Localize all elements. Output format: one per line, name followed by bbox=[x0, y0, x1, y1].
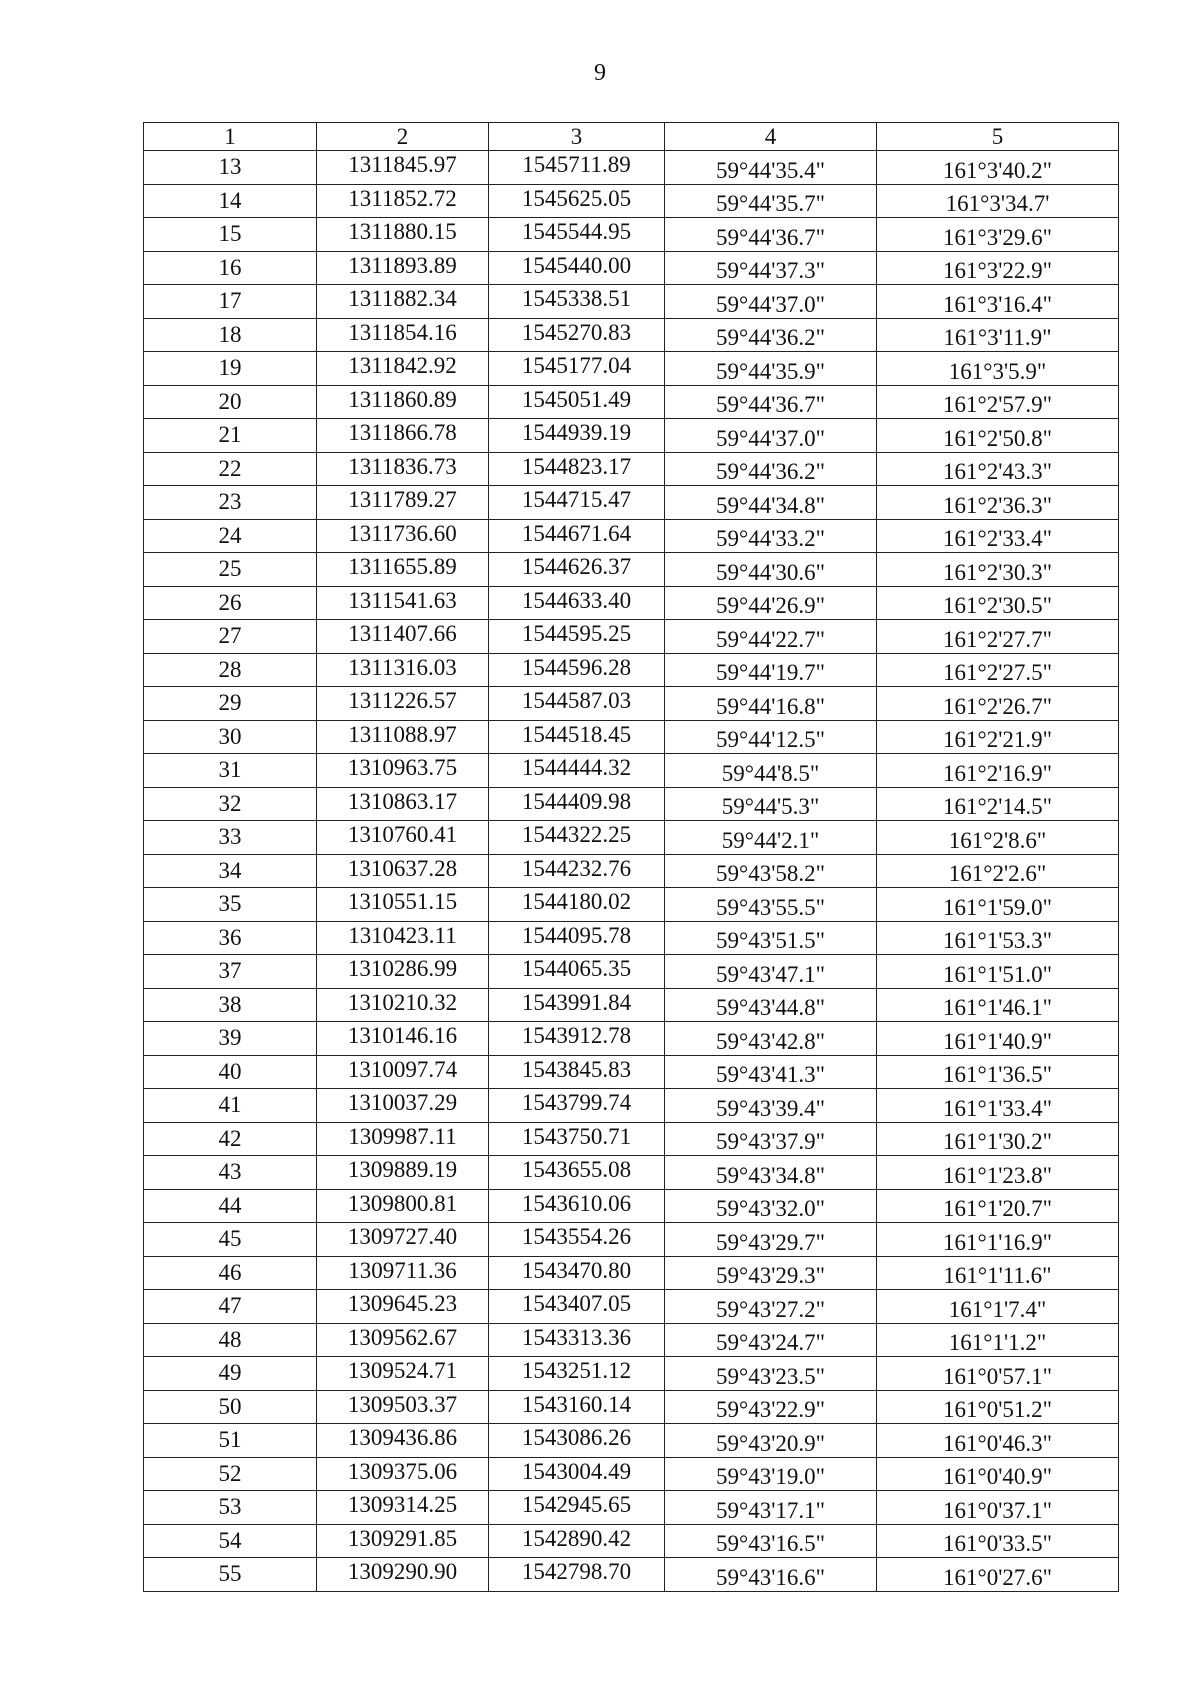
x-coordinate-cell: 1310551.15 bbox=[317, 888, 489, 922]
table-row bbox=[144, 1323, 1119, 1357]
x-coordinate-cell: 1310637.28 bbox=[317, 854, 489, 888]
table-row bbox=[144, 1122, 1119, 1156]
longitude-cell: 161°1'46.1" bbox=[877, 988, 1119, 1022]
longitude-cell: 161°1'11.6" bbox=[877, 1256, 1119, 1290]
x-coordinate-cell: 1309711.36 bbox=[317, 1256, 489, 1290]
point-number-cell: 24 bbox=[144, 519, 317, 553]
point-number-cell: 49 bbox=[144, 1357, 317, 1391]
x-coordinate-cell: 1310097.74 bbox=[317, 1055, 489, 1089]
table-row bbox=[144, 1189, 1119, 1223]
longitude-cell: 161°0'40.9" bbox=[877, 1457, 1119, 1491]
latitude-cell: 59°44'37.3" bbox=[665, 251, 877, 285]
x-coordinate-cell: 1311316.03 bbox=[317, 653, 489, 687]
point-number-cell: 15 bbox=[144, 218, 317, 252]
latitude-cell: 59°43'17.1" bbox=[665, 1491, 877, 1525]
latitude-cell: 59°43'37.9" bbox=[665, 1122, 877, 1156]
point-number-cell: 37 bbox=[144, 955, 317, 989]
longitude-cell: 161°1'16.9" bbox=[877, 1223, 1119, 1257]
y-coordinate-cell: 1543991.84 bbox=[489, 988, 665, 1022]
table-row bbox=[144, 1491, 1119, 1525]
latitude-cell: 59°44'35.9" bbox=[665, 352, 877, 386]
longitude-cell: 161°2'21.9" bbox=[877, 720, 1119, 754]
longitude-cell: 161°2'26.7" bbox=[877, 687, 1119, 721]
y-coordinate-cell: 1544322.25 bbox=[489, 821, 665, 855]
table-row bbox=[144, 1256, 1119, 1290]
longitude-cell: 161°3'40.2" bbox=[877, 151, 1119, 185]
table-row bbox=[144, 787, 1119, 821]
point-number-cell: 46 bbox=[144, 1256, 317, 1290]
longitude-cell: 161°3'34.7' bbox=[877, 184, 1119, 218]
point-number-cell: 43 bbox=[144, 1156, 317, 1190]
coordinates-table bbox=[143, 122, 1119, 1592]
table-header bbox=[144, 123, 1119, 151]
table-row bbox=[144, 1223, 1119, 1257]
x-coordinate-cell: 1309290.90 bbox=[317, 1558, 489, 1592]
y-coordinate-cell: 1545544.95 bbox=[489, 218, 665, 252]
latitude-cell: 59°43'23.5" bbox=[665, 1357, 877, 1391]
longitude-cell: 161°1'51.0" bbox=[877, 955, 1119, 989]
latitude-cell: 59°43'22.9" bbox=[665, 1390, 877, 1424]
x-coordinate-cell: 1311845.97 bbox=[317, 151, 489, 185]
y-coordinate-cell: 1545177.04 bbox=[489, 352, 665, 386]
x-coordinate-cell: 1311880.15 bbox=[317, 218, 489, 252]
x-coordinate-cell: 1309645.23 bbox=[317, 1290, 489, 1324]
longitude-cell: 161°2'2.6" bbox=[877, 854, 1119, 888]
table-body bbox=[144, 151, 1119, 1592]
longitude-cell: 161°3'11.9" bbox=[877, 318, 1119, 352]
y-coordinate-cell: 1543750.71 bbox=[489, 1122, 665, 1156]
y-coordinate-cell: 1543251.12 bbox=[489, 1357, 665, 1391]
point-number-cell: 42 bbox=[144, 1122, 317, 1156]
longitude-cell: 161°1'20.7" bbox=[877, 1189, 1119, 1223]
longitude-cell: 161°0'57.1" bbox=[877, 1357, 1119, 1391]
point-number-cell: 41 bbox=[144, 1089, 317, 1123]
y-coordinate-cell: 1544596.28 bbox=[489, 653, 665, 687]
table-row bbox=[144, 553, 1119, 587]
table-row bbox=[144, 1457, 1119, 1491]
table-row bbox=[144, 452, 1119, 486]
latitude-cell: 59°43'51.5" bbox=[665, 921, 877, 955]
table-row bbox=[144, 1022, 1119, 1056]
latitude-cell: 59°43'42.8" bbox=[665, 1022, 877, 1056]
latitude-cell: 59°43'44.8" bbox=[665, 988, 877, 1022]
x-coordinate-cell: 1311407.66 bbox=[317, 620, 489, 654]
longitude-cell: 161°0'46.3" bbox=[877, 1424, 1119, 1458]
x-coordinate-cell: 1309800.81 bbox=[317, 1189, 489, 1223]
latitude-cell: 59°44'22.7" bbox=[665, 620, 877, 654]
longitude-cell: 161°3'22.9" bbox=[877, 251, 1119, 285]
point-number-cell: 19 bbox=[144, 352, 317, 386]
x-coordinate-cell: 1311852.72 bbox=[317, 184, 489, 218]
y-coordinate-cell: 1543655.08 bbox=[489, 1156, 665, 1190]
longitude-cell: 161°1'1.2" bbox=[877, 1323, 1119, 1357]
latitude-cell: 59°43'20.9" bbox=[665, 1424, 877, 1458]
x-coordinate-cell: 1311736.60 bbox=[317, 519, 489, 553]
table-row bbox=[144, 1089, 1119, 1123]
x-coordinate-cell: 1310760.41 bbox=[317, 821, 489, 855]
column-header-3: 3 bbox=[489, 123, 665, 151]
table-row bbox=[144, 352, 1119, 386]
x-coordinate-cell: 1309889.19 bbox=[317, 1156, 489, 1190]
table-row bbox=[144, 653, 1119, 687]
y-coordinate-cell: 1544095.78 bbox=[489, 921, 665, 955]
table-row bbox=[144, 988, 1119, 1022]
latitude-cell: 59°43'24.7" bbox=[665, 1323, 877, 1357]
y-coordinate-cell: 1543554.26 bbox=[489, 1223, 665, 1257]
point-number-cell: 53 bbox=[144, 1491, 317, 1525]
column-header-5: 5 bbox=[877, 123, 1119, 151]
table-row bbox=[144, 1390, 1119, 1424]
point-number-cell: 30 bbox=[144, 720, 317, 754]
point-number-cell: 14 bbox=[144, 184, 317, 218]
latitude-cell: 59°44'5.3" bbox=[665, 787, 877, 821]
longitude-cell: 161°2'27.7" bbox=[877, 620, 1119, 654]
table-row bbox=[144, 385, 1119, 419]
longitude-cell: 161°2'16.9" bbox=[877, 754, 1119, 788]
table-row bbox=[144, 888, 1119, 922]
x-coordinate-cell: 1309436.86 bbox=[317, 1424, 489, 1458]
point-number-cell: 17 bbox=[144, 285, 317, 319]
point-number-cell: 55 bbox=[144, 1558, 317, 1592]
y-coordinate-cell: 1543313.36 bbox=[489, 1323, 665, 1357]
y-coordinate-cell: 1544518.45 bbox=[489, 720, 665, 754]
x-coordinate-cell: 1309562.67 bbox=[317, 1323, 489, 1357]
longitude-cell: 161°3'29.6" bbox=[877, 218, 1119, 252]
y-coordinate-cell: 1544823.17 bbox=[489, 452, 665, 486]
y-coordinate-cell: 1543160.14 bbox=[489, 1390, 665, 1424]
longitude-cell: 161°1'7.4" bbox=[877, 1290, 1119, 1324]
latitude-cell: 59°44'26.9" bbox=[665, 586, 877, 620]
y-coordinate-cell: 1543004.49 bbox=[489, 1457, 665, 1491]
x-coordinate-cell: 1311860.89 bbox=[317, 385, 489, 419]
longitude-cell: 161°0'33.5" bbox=[877, 1524, 1119, 1558]
longitude-cell: 161°1'23.8" bbox=[877, 1156, 1119, 1190]
x-coordinate-cell: 1310863.17 bbox=[317, 787, 489, 821]
y-coordinate-cell: 1543845.83 bbox=[489, 1055, 665, 1089]
latitude-cell: 59°43'55.5" bbox=[665, 888, 877, 922]
table-row bbox=[144, 151, 1119, 185]
table-row bbox=[144, 519, 1119, 553]
longitude-cell: 161°1'30.2" bbox=[877, 1122, 1119, 1156]
table-row bbox=[144, 1357, 1119, 1391]
latitude-cell: 59°44'16.8" bbox=[665, 687, 877, 721]
latitude-cell: 59°43'58.2" bbox=[665, 854, 877, 888]
longitude-cell: 161°2'27.5" bbox=[877, 653, 1119, 687]
point-number-cell: 22 bbox=[144, 452, 317, 486]
point-number-cell: 51 bbox=[144, 1424, 317, 1458]
longitude-cell: 161°0'51.2" bbox=[877, 1390, 1119, 1424]
point-number-cell: 40 bbox=[144, 1055, 317, 1089]
table-row bbox=[144, 854, 1119, 888]
y-coordinate-cell: 1544671.64 bbox=[489, 519, 665, 553]
x-coordinate-cell: 1309503.37 bbox=[317, 1390, 489, 1424]
point-number-cell: 48 bbox=[144, 1323, 317, 1357]
y-coordinate-cell: 1545270.83 bbox=[489, 318, 665, 352]
y-coordinate-cell: 1543407.05 bbox=[489, 1290, 665, 1324]
table-row bbox=[144, 921, 1119, 955]
x-coordinate-cell: 1311226.57 bbox=[317, 687, 489, 721]
x-coordinate-cell: 1310423.11 bbox=[317, 921, 489, 955]
table-row bbox=[144, 251, 1119, 285]
latitude-cell: 59°43'32.0" bbox=[665, 1189, 877, 1223]
latitude-cell: 59°43'29.7" bbox=[665, 1223, 877, 1257]
point-number-cell: 23 bbox=[144, 486, 317, 520]
point-number-cell: 50 bbox=[144, 1390, 317, 1424]
point-number-cell: 38 bbox=[144, 988, 317, 1022]
table-row bbox=[144, 318, 1119, 352]
y-coordinate-cell: 1544939.19 bbox=[489, 419, 665, 453]
x-coordinate-cell: 1311789.27 bbox=[317, 486, 489, 520]
table-row bbox=[144, 687, 1119, 721]
point-number-cell: 27 bbox=[144, 620, 317, 654]
y-coordinate-cell: 1545625.05 bbox=[489, 184, 665, 218]
latitude-cell: 59°43'34.8" bbox=[665, 1156, 877, 1190]
x-coordinate-cell: 1309727.40 bbox=[317, 1223, 489, 1257]
longitude-cell: 161°2'33.4" bbox=[877, 519, 1119, 553]
longitude-cell: 161°3'5.9" bbox=[877, 352, 1119, 386]
y-coordinate-cell: 1542890.42 bbox=[489, 1524, 665, 1558]
latitude-cell: 59°44'35.4" bbox=[665, 151, 877, 185]
table-row bbox=[144, 218, 1119, 252]
table-row bbox=[144, 1424, 1119, 1458]
longitude-cell: 161°2'14.5" bbox=[877, 787, 1119, 821]
y-coordinate-cell: 1544626.37 bbox=[489, 553, 665, 587]
table-row bbox=[144, 586, 1119, 620]
x-coordinate-cell: 1311541.63 bbox=[317, 586, 489, 620]
x-coordinate-cell: 1311836.73 bbox=[317, 452, 489, 486]
x-coordinate-cell: 1309375.06 bbox=[317, 1457, 489, 1491]
y-coordinate-cell: 1542945.65 bbox=[489, 1491, 665, 1525]
latitude-cell: 59°44'33.2" bbox=[665, 519, 877, 553]
latitude-cell: 59°43'47.1" bbox=[665, 955, 877, 989]
table-row bbox=[144, 1055, 1119, 1089]
point-number-cell: 45 bbox=[144, 1223, 317, 1257]
table-row bbox=[144, 184, 1119, 218]
x-coordinate-cell: 1311842.92 bbox=[317, 352, 489, 386]
longitude-cell: 161°1'33.4" bbox=[877, 1089, 1119, 1123]
y-coordinate-cell: 1543610.06 bbox=[489, 1189, 665, 1223]
y-coordinate-cell: 1542798.70 bbox=[489, 1558, 665, 1592]
column-header-2: 2 bbox=[317, 123, 489, 151]
x-coordinate-cell: 1309524.71 bbox=[317, 1357, 489, 1391]
y-coordinate-cell: 1544595.25 bbox=[489, 620, 665, 654]
y-coordinate-cell: 1544065.35 bbox=[489, 955, 665, 989]
latitude-cell: 59°44'30.6" bbox=[665, 553, 877, 587]
longitude-cell: 161°2'30.3" bbox=[877, 553, 1119, 587]
latitude-cell: 59°44'36.7" bbox=[665, 218, 877, 252]
longitude-cell: 161°1'59.0" bbox=[877, 888, 1119, 922]
longitude-cell: 161°1'53.3" bbox=[877, 921, 1119, 955]
table-row bbox=[144, 1156, 1119, 1190]
y-coordinate-cell: 1543912.78 bbox=[489, 1022, 665, 1056]
latitude-cell: 59°43'19.0" bbox=[665, 1457, 877, 1491]
point-number-cell: 20 bbox=[144, 385, 317, 419]
y-coordinate-cell: 1544715.47 bbox=[489, 486, 665, 520]
x-coordinate-cell: 1311893.89 bbox=[317, 251, 489, 285]
x-coordinate-cell: 1311088.97 bbox=[317, 720, 489, 754]
point-number-cell: 16 bbox=[144, 251, 317, 285]
x-coordinate-cell: 1310146.16 bbox=[317, 1022, 489, 1056]
header-row bbox=[144, 123, 1119, 151]
longitude-cell: 161°2'8.6" bbox=[877, 821, 1119, 855]
point-number-cell: 39 bbox=[144, 1022, 317, 1056]
latitude-cell: 59°44'35.7" bbox=[665, 184, 877, 218]
longitude-cell: 161°2'57.9" bbox=[877, 385, 1119, 419]
longitude-cell: 161°3'16.4" bbox=[877, 285, 1119, 319]
table-row bbox=[144, 1290, 1119, 1324]
point-number-cell: 13 bbox=[144, 151, 317, 185]
x-coordinate-cell: 1309314.25 bbox=[317, 1491, 489, 1525]
point-number-cell: 35 bbox=[144, 888, 317, 922]
x-coordinate-cell: 1310210.32 bbox=[317, 988, 489, 1022]
point-number-cell: 21 bbox=[144, 419, 317, 453]
longitude-cell: 161°2'50.8" bbox=[877, 419, 1119, 453]
y-coordinate-cell: 1545711.89 bbox=[489, 151, 665, 185]
column-header-1: 1 bbox=[144, 123, 317, 151]
point-number-cell: 31 bbox=[144, 754, 317, 788]
y-coordinate-cell: 1544409.98 bbox=[489, 787, 665, 821]
point-number-cell: 25 bbox=[144, 553, 317, 587]
table-row bbox=[144, 821, 1119, 855]
latitude-cell: 59°43'16.5" bbox=[665, 1524, 877, 1558]
point-number-cell: 47 bbox=[144, 1290, 317, 1324]
latitude-cell: 59°43'41.3" bbox=[665, 1055, 877, 1089]
longitude-cell: 161°0'37.1" bbox=[877, 1491, 1119, 1525]
point-number-cell: 52 bbox=[144, 1457, 317, 1491]
table-row bbox=[144, 620, 1119, 654]
x-coordinate-cell: 1311866.78 bbox=[317, 419, 489, 453]
table-row bbox=[144, 754, 1119, 788]
longitude-cell: 161°1'36.5" bbox=[877, 1055, 1119, 1089]
table-row bbox=[144, 720, 1119, 754]
table-row bbox=[144, 486, 1119, 520]
point-number-cell: 18 bbox=[144, 318, 317, 352]
x-coordinate-cell: 1311882.34 bbox=[317, 285, 489, 319]
latitude-cell: 59°44'8.5" bbox=[665, 754, 877, 788]
point-number-cell: 36 bbox=[144, 921, 317, 955]
x-coordinate-cell: 1309291.85 bbox=[317, 1524, 489, 1558]
point-number-cell: 29 bbox=[144, 687, 317, 721]
latitude-cell: 59°44'34.8" bbox=[665, 486, 877, 520]
point-number-cell: 26 bbox=[144, 586, 317, 620]
y-coordinate-cell: 1544180.02 bbox=[489, 888, 665, 922]
latitude-cell: 59°43'39.4" bbox=[665, 1089, 877, 1123]
y-coordinate-cell: 1544232.76 bbox=[489, 854, 665, 888]
y-coordinate-cell: 1545051.49 bbox=[489, 385, 665, 419]
y-coordinate-cell: 1543470.80 bbox=[489, 1256, 665, 1290]
point-number-cell: 33 bbox=[144, 821, 317, 855]
point-number-cell: 32 bbox=[144, 787, 317, 821]
point-number-cell: 44 bbox=[144, 1189, 317, 1223]
y-coordinate-cell: 1543799.74 bbox=[489, 1089, 665, 1123]
latitude-cell: 59°44'2.1" bbox=[665, 821, 877, 855]
latitude-cell: 59°44'36.2" bbox=[665, 318, 877, 352]
longitude-cell: 161°2'30.5" bbox=[877, 586, 1119, 620]
latitude-cell: 59°43'16.6" bbox=[665, 1558, 877, 1592]
latitude-cell: 59°44'37.0" bbox=[665, 285, 877, 319]
y-coordinate-cell: 1544633.40 bbox=[489, 586, 665, 620]
table-row bbox=[144, 285, 1119, 319]
latitude-cell: 59°44'36.2" bbox=[665, 452, 877, 486]
latitude-cell: 59°44'37.0" bbox=[665, 419, 877, 453]
point-number-cell: 34 bbox=[144, 854, 317, 888]
longitude-cell: 161°0'27.6" bbox=[877, 1558, 1119, 1592]
x-coordinate-cell: 1311854.16 bbox=[317, 318, 489, 352]
latitude-cell: 59°44'36.7" bbox=[665, 385, 877, 419]
longitude-cell: 161°1'40.9" bbox=[877, 1022, 1119, 1056]
table-row bbox=[144, 1558, 1119, 1592]
latitude-cell: 59°44'19.7" bbox=[665, 653, 877, 687]
longitude-cell: 161°2'43.3" bbox=[877, 452, 1119, 486]
y-coordinate-cell: 1544444.32 bbox=[489, 754, 665, 788]
latitude-cell: 59°44'12.5" bbox=[665, 720, 877, 754]
table-row bbox=[144, 955, 1119, 989]
latitude-cell: 59°43'27.2" bbox=[665, 1290, 877, 1324]
longitude-cell: 161°2'36.3" bbox=[877, 486, 1119, 520]
x-coordinate-cell: 1309987.11 bbox=[317, 1122, 489, 1156]
x-coordinate-cell: 1310037.29 bbox=[317, 1089, 489, 1123]
y-coordinate-cell: 1543086.26 bbox=[489, 1424, 665, 1458]
x-coordinate-cell: 1310286.99 bbox=[317, 955, 489, 989]
table-row bbox=[144, 419, 1119, 453]
point-number-cell: 54 bbox=[144, 1524, 317, 1558]
page-number: 9 bbox=[594, 60, 606, 86]
x-coordinate-cell: 1310963.75 bbox=[317, 754, 489, 788]
point-number-cell: 28 bbox=[144, 653, 317, 687]
table-row bbox=[144, 1524, 1119, 1558]
y-coordinate-cell: 1545440.00 bbox=[489, 251, 665, 285]
y-coordinate-cell: 1544587.03 bbox=[489, 687, 665, 721]
latitude-cell: 59°43'29.3" bbox=[665, 1256, 877, 1290]
x-coordinate-cell: 1311655.89 bbox=[317, 553, 489, 587]
y-coordinate-cell: 1545338.51 bbox=[489, 285, 665, 319]
column-header-4: 4 bbox=[665, 123, 877, 151]
